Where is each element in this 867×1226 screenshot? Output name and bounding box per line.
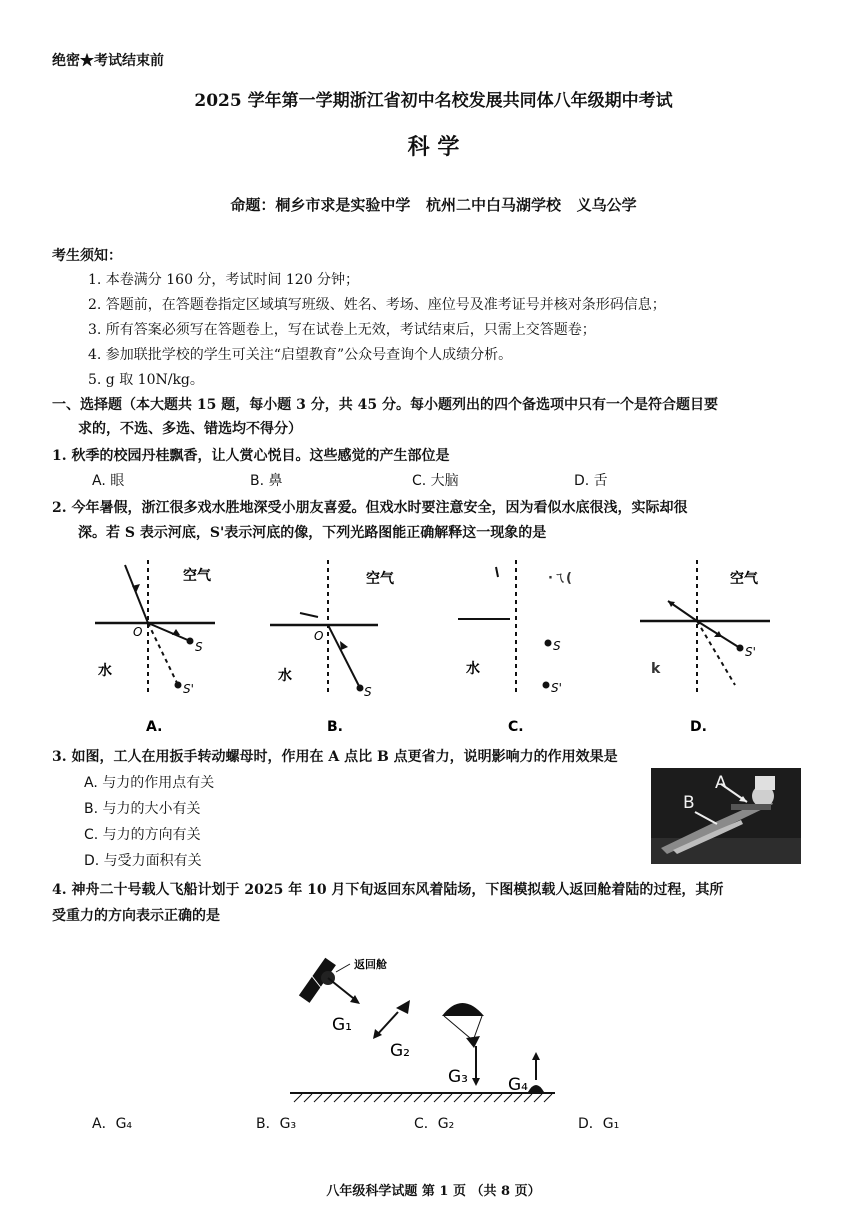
section-heading-cont: 求的，不选、多选、错选均不得分） [78,421,302,437]
exam-title: 2025 学年第一学期浙江省初中名校发展共同体八年级期中考试 [194,91,673,111]
g3-label: G₃ [448,1067,468,1087]
point-s-label: S [364,685,372,699]
point-o-label: O [133,625,143,639]
diagram-b [270,560,395,735]
water-label-faded: k [651,661,661,677]
air-label: 空气 [183,568,211,584]
g4-label: G₄ [508,1075,528,1095]
point-s-image-label: S' [551,681,562,695]
diagram-b-label: B. [327,719,343,735]
point-s-label: S [553,639,561,653]
diagram-d-label: D. [690,719,707,735]
question-2-text-cont: 深。若 S 表示河底，S'表示河底的像，下列光路图能正确解释这一现象的是 [78,525,547,541]
point-s-image-label: S' [183,682,194,696]
q2-light-diagrams [0,555,867,740]
q1-option-d[interactable]: D. 舌 [574,473,608,489]
confidential-mark: 绝密★考试结束前 [52,53,164,69]
wrench-photo [651,768,801,864]
diagram-c [458,560,572,735]
diagram-a [95,560,215,735]
point-s-image-label: S' [745,645,756,659]
air-label: 空气 [366,571,394,587]
q4-option-c[interactable]: C．G₂ [414,1116,455,1132]
water-label: 水 [98,663,112,679]
q4-option-b[interactable]: B．G₃ [256,1116,297,1132]
g2-label: G₂ [390,1041,410,1061]
water-label: 水 [466,661,480,677]
g1-label: G₁ [332,1015,352,1035]
page-footer: 八年级科学试题 第 1 页 （共 8 页） [326,1184,541,1199]
notice-item-1: 1. 本卷满分 160 分，考试时间 120 分钟； [88,272,360,288]
notice-item-4: 4. 参加联批学校的学生可关注“启望教育”公众号查询个人成绩分析。 [88,347,513,363]
question-3-text: 3. 如图，工人在用扳手转动螺母时，作用在 A 点比 B 点更省力，说明影响力的作用效果是 [52,749,618,765]
q3-option-b[interactable]: B. 与力的大小有关 [84,801,201,817]
capsule-label: 返回舱 [354,958,387,971]
question-4-text-cont: 受重力的方向表示正确的是 [52,908,220,924]
q3-option-c[interactable]: C. 与力的方向有关 [84,827,201,843]
air-label: 空气 [730,571,758,587]
q4-option-d[interactable]: D．G₁ [578,1116,620,1132]
air-label-faded: ·ㄟ( [548,571,572,586]
capsule-with-panels [299,958,360,1004]
diagram-a-label: A. [146,719,163,735]
question-2-text: 2. 今年暑假，浙江很多戏水胜地深受小朋友喜爱。但戏水时要注意安全，因为看似水底很浅，实际却很 [52,500,688,516]
diagram-c-label: C. [508,719,524,735]
notice-heading: 考生须知： [52,248,122,264]
subject-title: 科 学 [407,134,460,160]
question-4-text: 4. 神舟二十号载人飞船计划于 2025 年 10 月下旬返回东风着陆场，下图模拟载人返回舱着陆的过程，其所 [52,882,724,898]
point-a-label: A [715,773,727,793]
point-s-label: S [195,640,203,654]
water-label: 水 [278,668,292,684]
notice-item-2: 2. 答题前，在答题卷指定区域填写班级、姓名、考场、座位号及准考证号并核对条形码信息； [88,297,666,313]
point-o-label: O [314,629,324,643]
capsule-landed [528,1052,544,1092]
section-heading: 一、选择题（本大题共 15 题，每小题 3 分，共 45 分。每小题列出的四个备选项中只有一个是符合题目要 [52,397,718,413]
q3-option-a[interactable]: A. 与力的作用点有关 [84,775,215,791]
q1-option-b[interactable]: B. 鼻 [250,473,283,489]
q3-option-d[interactable]: D. 与受力面积有关 [84,853,202,869]
q1-option-a[interactable]: A. 眼 [92,473,125,489]
notice-item-5: 5. g 取 10N/kg。 [88,372,204,388]
q4-option-a[interactable]: A．G₄ [92,1116,133,1132]
point-b-label: B [683,793,695,813]
q1-option-c[interactable]: C. 大脑 [412,473,459,489]
authors-line: 命题：桐乡市求是实验中学 杭州二中白马湖学校 义乌公学 [230,196,637,214]
capsule-landing-figure [280,940,570,1115]
notice-item-3: 3. 所有答案必须写在答题卷上，写在试卷上无效，考试结束后，只需上交答题卷； [88,322,596,338]
capsule-falling [373,1000,410,1039]
question-1-text: 1. 秋季的校园丹桂飘香，让人赏心悦目。这些感觉的产生部位是 [52,448,450,464]
diagram-d [640,560,770,735]
